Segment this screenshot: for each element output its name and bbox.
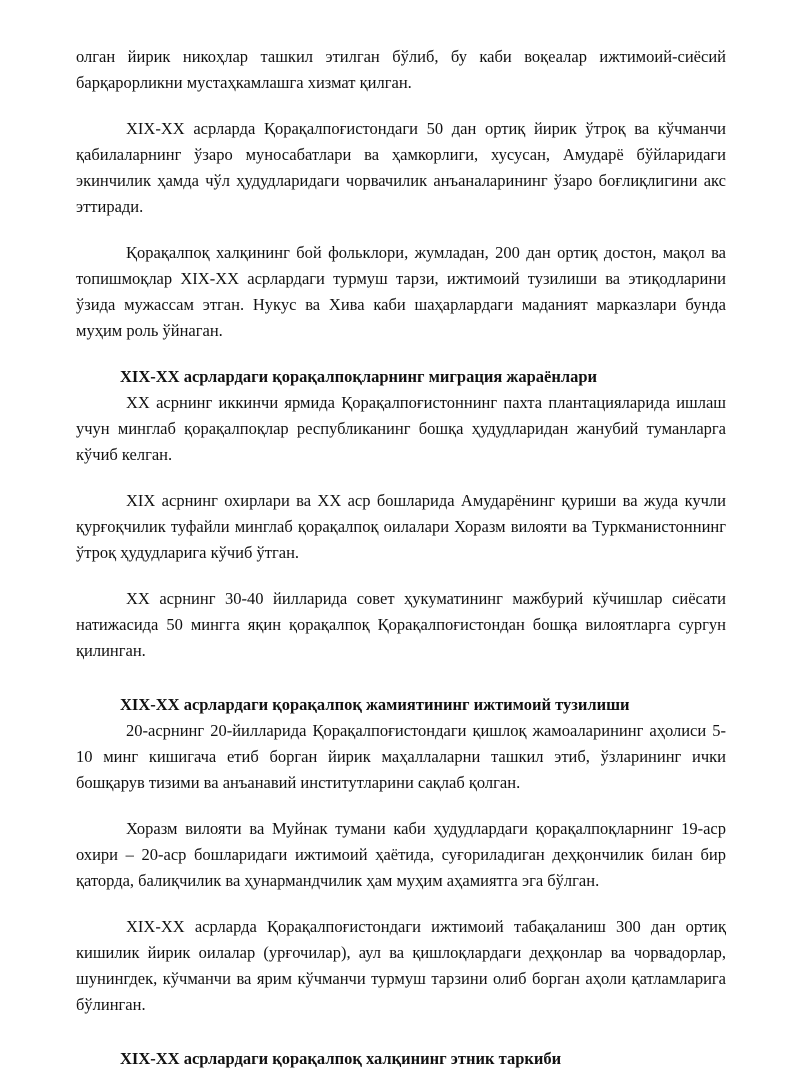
section-heading-social-structure: XIX-XX асрлардаги қорақалпоқ жамиятининг ижтимоий тузилиши (120, 695, 630, 714)
paragraph-8: Хоразм вилояти ва Муйнак тумани каби ҳудудлардаги қорақалпоқларнинг 19-аср охири – 20-аср бошларидаги ижтимоий ҳаётида, суғориладиган деҳқончилик билан бир қаторда, балиқчилик ва ҳунармандчилик ҳам муҳим аҳамиятга эга бўлган. (76, 819, 726, 890)
paragraph-4: XX асрнинг иккинчи ярмида Қорақалпоғистоннинг пахта плантацияларида ишлаш учун минглаб қорақалпоқлар республиканинг бошқа ҳудудларидан жанубий туманларга кўчиб келган. (76, 393, 726, 464)
paragraph-3: Қорақалпоқ халқининг бой фольклори, жумладан, 200 дан ортиқ достон, мақол ва топишмоқлар XIX-XX асрлардаги турмуш тарзи, ижтимоий тузилиши ва этиқодларини ўзида мужассам этган. Нукус ва Хива каби шаҳарлардаги маданият марказлари бунда муҳим роль ўйнаган. (76, 243, 726, 340)
document-page (76, 44, 726, 1072)
paragraph-5: XIX асрнинг охирлари ва XX аср бошларида Амударёнинг қуриши ва жуда кучли қурғоқчилик туфайли минглаб қорақалпоқ оилалари Хоразм вилояти ва Туркманистоннинг ўтроқ ҳудудларига кўчиб ўтган. (76, 491, 726, 562)
paragraph-7: 20-асрнинг 20-йилларида Қорақалпоғистондаги қишлоқ жамоаларининг аҳолиси 5-10 минг кишигача етиб борган йирик маҳаллаларни ташкил этиб, ўзларининг ички бошқарув тизими ва анъанавий институтларини сақлаб қолган. (76, 721, 726, 792)
paragraph-1: олган йирик никоҳлар ташкил этилган бўлиб, бу каби воқеалар ижтимоий-сиёсий барқарорликни мустаҳкамлашга хизмат қилган. (76, 47, 726, 92)
section-heading-migration: XIX-XX асрлардаги қорақалпоқларнинг миграция жараёнлари (120, 367, 598, 386)
section-heading-ethnic-composition: XIX-XX асрлардаги қорақалпоқ халқининг этник таркиби (120, 1049, 562, 1068)
paragraph-2: XIX-XX асрларда Қорақалпоғистондаги 50 дан ортиқ йирик ўтроқ ва кўчманчи қабилаларнинг ўзаро муносабатлари ва ҳамкорлиги, хусусан, Амударё бўйларидаги экинчилик ҳамда чўл ҳудудларидаги чорвачилик анъаналарининг ўзаро боғлиқлигини акс эттиради. (76, 119, 726, 216)
paragraph-6: XX асрнинг 30-40 йилларида совет ҳукуматининг мажбурий кўчишлар сиёсати натижасида 50 мингга яқин қорақалпоқ Қорақалпоғистондан бошқа вилоятларга сургун қилинган. (76, 589, 726, 660)
paragraph-9: XIX-XX асрларда Қорақалпоғистондаги ижтимоий табақаланиш 300 дан ортиқ кишилик йирик оилалар (урғочилар), аул ва қишлоқлардаги деҳқонлар ва чорвадорлар, шунингдек, кўчманчи ва ярим кўчманчи турмуш тарзини олиб борган аҳоли қатламларига бўлинган. (76, 917, 726, 1014)
